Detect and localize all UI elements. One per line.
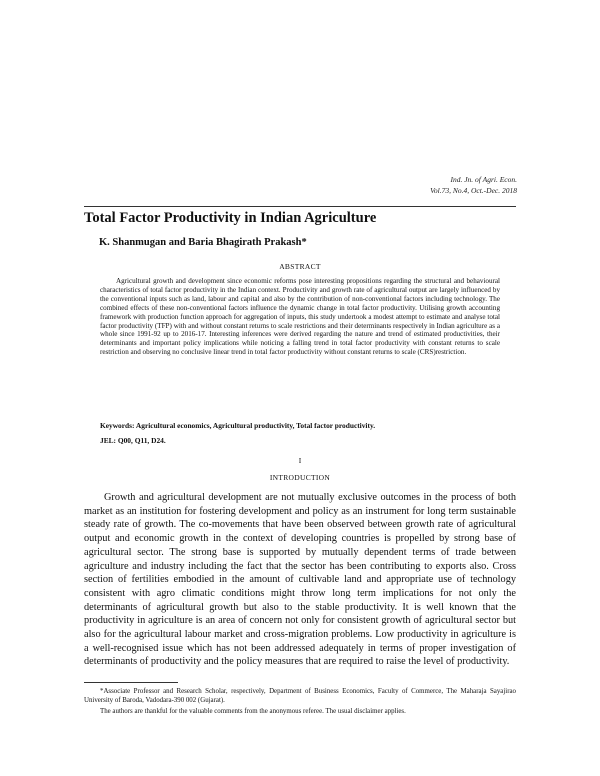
footnote-rule [84,682,178,683]
journal-name: Ind. Jn. of Agri. Econ. [450,175,517,184]
article-authors: K. Shanmugan and Baria Bhagirath Prakash* [99,237,307,248]
introduction-paragraph: Growth and agricultural development are not mutually exclusive outcomes in the process of both market as an institution for fostering development and policy as an instrument for long term sustainable steady rate of growth. The co-movements that have been observed between growth rate of agricultural output and economic growth in the context of developing countries is propelled by strong base of agricultural sector. The strong base is supported by mutually dependent terms of trade between agriculture and industry including the fact that the sector has been contributing to exports also. Cross section of fertilities embodied in the amount of cultivable land and appropriate use of technology consistent with agro climatic conditions might throw long term implications for not only the determinants of agricultural growth but also to the stable productivity. It is well known that the productivity in agriculture is an area of concern not only for consistent growth of agricultural sector but also for the agricultural labour market and cross-migration problems. Low productivity in agriculture is a well-recognised issue which has not been addressed adequately in terms of proper investigation of determinants of productivity and the policy measures that are required to raise the level of productivity. [84,492,516,668]
journal-citation [430,174,517,196]
article-title: Total Factor Productivity in Indian Agriculture [84,210,377,226]
section-number: I [298,456,302,465]
footnote-acknowledgement: The authors are thankful for the valuable comments from the anonymous referee. The usual disclaimer applies. [100,708,406,715]
keywords: Keywords: Agricultural economics, Agricultural productivity, Total factor productivity. [100,421,376,430]
footnote-affiliation: *Associate Professor and Research Scholar, respectively, Department of Business Economics, Faculty of Commerce, The Maharaja Sayajirao University of Baroda, Vadodara-390 002 (Gujarat). [84,688,516,704]
title-rule [84,206,516,207]
jel-codes: JEL: Q00, Q11, D24. [100,436,166,445]
journal-volume: Vol.73, No.4, Oct.-Dec. 2018 [430,186,517,195]
abstract-text: Agricultural growth and development since economic reforms pose interesting propositions regarding the structural and behavioural characteristics of total factor productivity in the Indian context. Productivity and growth rate of agricultural output are largely influenced by the conventional inputs such as land, labour and capital and also by the contribution of non-conventional factors including technology. The combined effects of these non-conventional factors influence the dynamic change in total factor productivity. Utilising growth accounting framework with production function approach for aggregation of inputs, this study undertook a modest attempt to estimate and analyse total factor productivity (TFP) with and without constant returns to scale restrictions and their determinants respectively in Indian agriculture as a whole since 1991-92 up to 2016-17. Interesting inferences were derived regarding the nature and trend of estimated productivities, their determinants and important policy implications while noticing a falling trend in total factor productivity with constant returns to scale restriction and observing no conclusive linear trend in total factor productivity without constant returns to scale (CRS)restriction. [100,277,500,357]
section-title: INTRODUCTION [269,473,331,482]
abstract-heading: ABSTRACT [279,262,321,271]
